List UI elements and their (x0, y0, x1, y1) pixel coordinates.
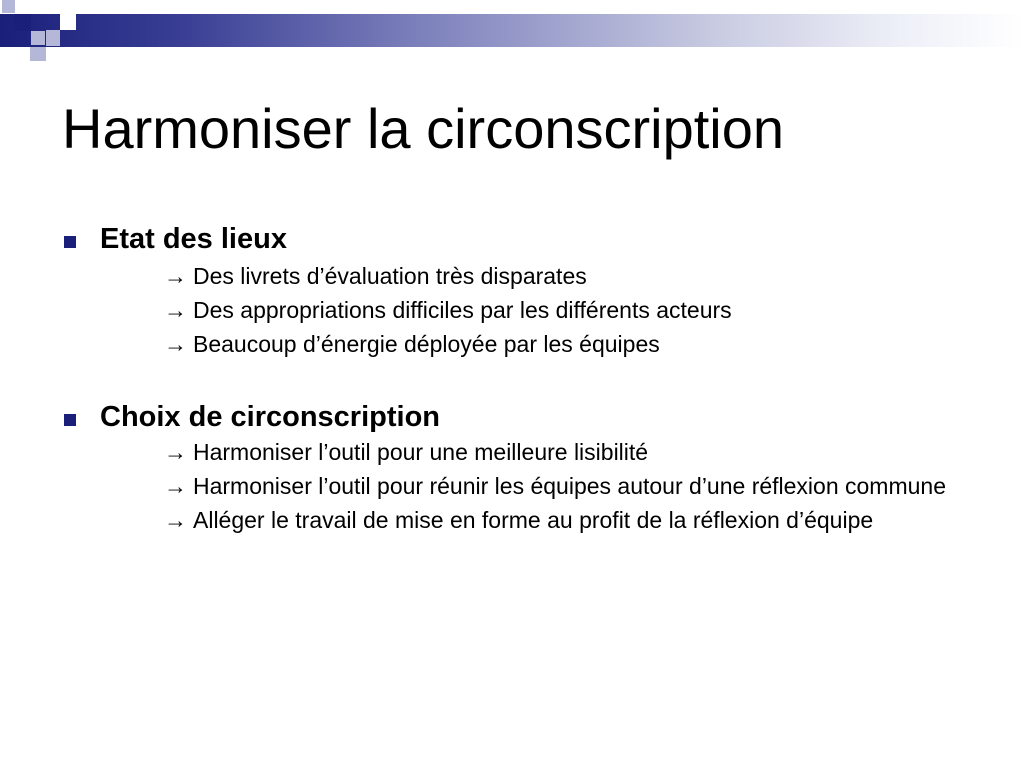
square-bullet-icon (64, 236, 76, 248)
right-arrow-icon: → (164, 507, 187, 533)
list-item (62, 506, 962, 534)
square-bullet-icon (64, 414, 76, 426)
list-item (62, 438, 962, 466)
list-item (62, 330, 962, 358)
list-item (62, 296, 962, 324)
list-item (62, 472, 962, 500)
list-item (62, 262, 962, 290)
right-arrow-icon: → (164, 331, 187, 357)
header-gradient-band (0, 14, 1024, 47)
list-item-text: Harmoniser l’outil pour réunir les équipes autour d’une réflexion commune (193, 473, 947, 499)
decorative-square (2, 0, 15, 13)
decorative-square (46, 30, 60, 46)
section-heading (62, 222, 962, 256)
right-arrow-icon: → (164, 297, 187, 323)
slide-title: Harmoniser la circonscription (62, 97, 785, 160)
decorative-square (31, 31, 45, 45)
section-choix-de-circonscription (62, 400, 962, 534)
section-heading-text: Etat des lieux (100, 223, 287, 255)
decorative-square (30, 47, 46, 61)
decorative-square (60, 14, 76, 30)
list-item-text: Alléger le travail de mise en forme au profit de la réflexion d’équipe (193, 507, 874, 533)
list-item-text: Harmoniser l’outil pour une meilleure lisibilité (193, 439, 649, 465)
decorative-square (14, 14, 31, 31)
decorative-square (46, 0, 60, 14)
section-heading-text: Choix de circonscription (100, 401, 440, 433)
right-arrow-icon: → (164, 473, 187, 499)
list-item-text: Beaucoup d’énergie déployée par les équipes (193, 331, 660, 357)
right-arrow-icon: → (164, 439, 187, 465)
list-item-text: Des livrets d’évaluation très disparates (193, 263, 587, 289)
section-heading (62, 400, 962, 434)
list-item-text: Des appropriations difficiles par les différents acteurs (193, 297, 732, 323)
right-arrow-icon: → (164, 263, 187, 289)
section-etat-des-lieux (62, 222, 962, 358)
